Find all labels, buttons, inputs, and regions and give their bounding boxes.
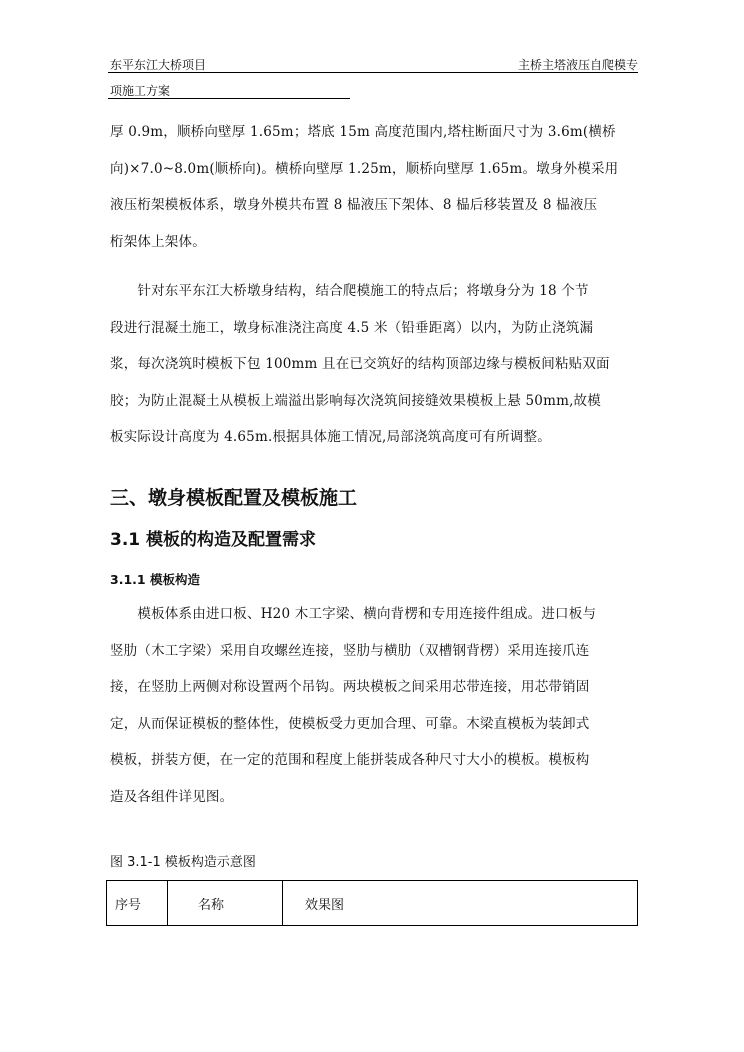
text-line: 桁架体上架体。 (110, 233, 206, 250)
text-line: 模板，拼装方便，在一定的范围和程度上能拼装成各种尺寸大小的模板。模板构 (110, 752, 590, 768)
text-line: 定，从而保证模板的整体性，使模板受力更加合理、可靠。木梁直模板为装卸式 (110, 715, 590, 732)
text-line: 竖肋（木工字梁）采用自攻螺丝连接，竖肋与横肋（双槽钢背楞）采用连接爪连 (110, 642, 590, 659)
column-header-effect-image: 效果图 (283, 881, 638, 926)
header-divider (108, 72, 638, 73)
paragraph-structure-dimensions (110, 114, 636, 260)
subsection-heading: 3.1 模板的构造及配置需求 (110, 530, 317, 550)
text-line: 板实际设计高度为 4.65m.根据具体施工情况,局部浇筑高度可有所调整。 (110, 429, 551, 445)
column-header-index: 序号 (107, 881, 168, 926)
table-header-row (107, 881, 638, 926)
header-project-name: 东平东江大桥项目 (110, 58, 207, 72)
text-line: 浆，每次浇筑时模板下包 100mm 且在已交筑好的结构顶部边缘与模板间粘贴双面 (110, 356, 610, 372)
header-document-title: 主桥主塔液压自爬模专 (517, 58, 638, 72)
figure-caption: 图 3.1-1 模板构造示意图 (110, 855, 256, 870)
header-divider-short (108, 98, 350, 99)
subsubsection-heading: 3.1.1 模板构造 (110, 572, 200, 587)
text-line: 模板体系由进口板、H20 木工字梁、横向背楞和专用连接件组成。进口板与 (110, 606, 597, 622)
text-line: 胶；为防止混凝土从模板上端溢出影响每次浇筑间接缝效果模板上悬 50mm,故模 (110, 392, 601, 409)
text-line: 造及各组件详见图。 (110, 788, 234, 805)
text-line: 接，在竖肋上两侧对称设置两个吊钩。两块模板之间采用芯带连接，用芯带销固 (110, 679, 590, 695)
text-line: 液压桁架模板体系，墩身外模共布置 8 榀液压下架体、8 榀后移装置及 8 榀液压 (110, 197, 598, 213)
text-line: 段进行混凝土施工，墩身标准浇注高度 4.5 米（铅垂距离）以内，为防止浇筑漏 (110, 319, 594, 336)
column-header-name: 名称 (168, 881, 283, 926)
text-line: 向)×7.0~8.0m(顺桥向)。横桥向壁厚 1.25m，顺桥向壁厚 1.65m。墩身外模采用 (110, 160, 619, 177)
text-line: 针对东平东江大桥墩身结构，结合爬模施工的特点后；将墩身分为 18 个节 (110, 283, 589, 299)
formwork-components-table (106, 880, 638, 926)
paragraph-formwork-system (110, 596, 636, 815)
header-document-title-continued: 项施工方案 (110, 84, 171, 98)
section-heading: 三、墩身模板配置及模板施工 (110, 487, 358, 509)
paragraph-pouring-segments (110, 273, 636, 456)
text-line: 厚 0.9m，顺桥向壁厚 1.65m；塔底 15m 高度范围内,塔柱断面尺寸为 3.6m(横桥 (110, 124, 616, 140)
